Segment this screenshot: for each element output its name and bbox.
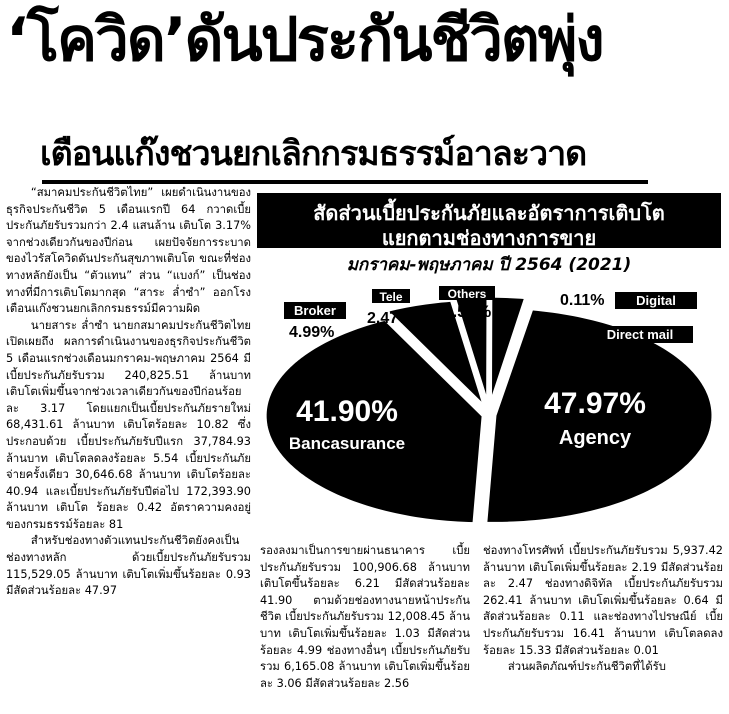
column3-paragraph-1: ช่องทางโทรศัพท์ เบี้ยประกันภัยรับรวม 5,937.42 ล้านบาท เติบโตเพิ่มขึ้นร้อยละ 2.19 มีสัดส่วนร้อยละ 2.47 ช่องทางดิจิทัล เบี้ยประกันภัยรับรวม 262.41 ล้านบาท เติบโตเพิ่มขึ้นร้อยละ 0.64 มีสัดส่วนร้อยละ 0.11 และช่องทางไปรษณีย์ เบี้ยประกันภัยรับรวม 16.41 ล้านบาท เติบโตลดลงร้อยละ 15.33 มีสัดส่วนร้อยละ 0.01: [483, 544, 723, 657]
data-label-bancasurance-value: 41.90%: [296, 395, 398, 428]
chart-subtitle: มกราคม-พฤษภาคม ปี 2564 (2021): [346, 255, 632, 275]
chart-title-line-1: สัดส่วนเบี้ยประกันภัยและอัตราการเติบโต: [313, 201, 665, 225]
subheadline-underline: [42, 180, 648, 184]
column3-paragraph-2: ส่วนผลิตภัณฑ์ประกันชีวิตที่ได้รับ: [507, 660, 666, 674]
data-label-digital-name: Digital: [636, 293, 676, 308]
data-label-broker-value: 4.99%: [289, 324, 335, 341]
pie-chart-figure: [255, 193, 723, 538]
data-label-agency-value: 47.97%: [544, 387, 646, 420]
column1-paragraph-3: สำหรับช่องทางตัวแทนประกันชีวิตยังคงเป็นช่องทางหลัก ด้วยเบี้ยประกันภัยรับรวม 115,529.05 ล้านบาท เติบโตเพิ่มขึ้นร้อยละ 0.93 มีสัดส่วนร้อยละ 47.97: [6, 534, 251, 598]
data-label-digital-value: 0.11%: [560, 292, 605, 309]
data-label-others-value: 2.56%: [443, 302, 492, 321]
article-column-1: [6, 185, 251, 707]
column1-paragraph-2: นายสาระ ล่ำซำ นายกสมาคมประกันชีวิตไทย เปิดเผยถึง ผลการดำเนินงานของธุรกิจประกันชีวิต 5 เดือนแรกช่วงเดือนมกราคม-พฤษภาคม 2564 มีเบี้ยประกันภัยรับรวม 240,825.51 ล้านบาท เติบโตเพิ่มขึ้นจากช่วงเวลาเดียวกันของปีก่อนร้อยละ 3.17 โดยแยกเป็นเบี้ยประกันภัยรายใหม่ 68,431.61 ล้านบาท เติบโตร้อยละ 10.82 ซึ่งประกอบด้วย เบี้ยประกันภัยรับปีแรก 37,784.93 ล้านบาท เติบโตลดลงร้อยละ 5.54 เบี้ยประกันภัยจ่ายครั้งเดียว 30,646.68 ล้านบาท เติบโตร้อยละ 40.94 และเบี้ยประกันภัยรับปีต่อไป 172,393.90 ล้านบาท เติบโต ร้อยละ 0.42 อัตราความคงอยู่ของกรมธรรม์ร้อยละ 81: [6, 318, 251, 531]
chart-title-line-2: แยกตามช่องทางการขาย: [381, 226, 597, 250]
column1-paragraph-1: “สมาคมประกันชีวิตไทย” เผยดำเนินงานของธุรกิจประกันชีวิต 5 เดือนแรกปี 64 กวาดเบี้ยประกันภัยรับรวมกว่า 2.4 แสนล้าน เติบโต 3.17% จากช่วงเดียวกันของปีก่อน เผยปัจจัยการระบาดของไวรัสโควิดดันประกันสุขภาพเติบโต ขณะที่ช่องทางหลักยังเป็น “ตัวแทน” ส่วน “แบงก์” เป็นช่องทางที่มีการเติบโตมากสุด “สาระ ล่ำซำ” ออกโรงเตือนแก๊งชวนยกเลิกกรมธรรม์มีความผิด: [6, 186, 251, 316]
data-label-tele-name: Tele: [379, 290, 403, 304]
data-label-direct-mail-value: 0.01%: [531, 326, 577, 343]
article-column-3: [483, 543, 723, 703]
data-label-agency-name: Agency: [558, 427, 632, 449]
data-label-others-name: Others: [447, 287, 487, 301]
pie-chart-svg: [255, 193, 723, 538]
data-label-broker-name: Broker: [294, 303, 336, 318]
subheadline: เตือนแก๊งชวนยกเลิกกรมธรรม์อาละวาด: [40, 134, 587, 174]
data-label-tele-value: 2.47%*: [367, 310, 419, 327]
headline-block: [6, 2, 726, 122]
column2-paragraph-1: รองลงมาเป็นการขายผ่านธนาคาร เบี้ยประกันภัยรับรวม 100,906.68 ล้านบาท เติบโตขึ้นร้อยละ 6.21 มีสัดส่วนร้อยละ 41.90 ตามด้วยช่องทางนายหน้าประกันชีวิต เบี้ยประกันภัยรับรวม 12,008.45 ล้านบาท เติบโตเพิ่มขึ้นร้อยละ 1.03 มีสัดส่วนร้อยละ 4.99 ช่องทางอื่นๆ เบี้ยประกันภัยรับรวม 6,165.08 ล้านบาท เติบโตเพิ่มขึ้นร้อยละ 3.06 มีสัดส่วนร้อยละ 2.56: [260, 544, 470, 690]
data-label-bancasurance-name: Bancasurance: [288, 434, 406, 453]
headline: ‘โควิด’ดันประกันชีวิตพุ่ง: [6, 5, 603, 75]
article-column-2: [260, 543, 470, 703]
data-label-direct-mail-name: Direct mail: [606, 327, 674, 342]
